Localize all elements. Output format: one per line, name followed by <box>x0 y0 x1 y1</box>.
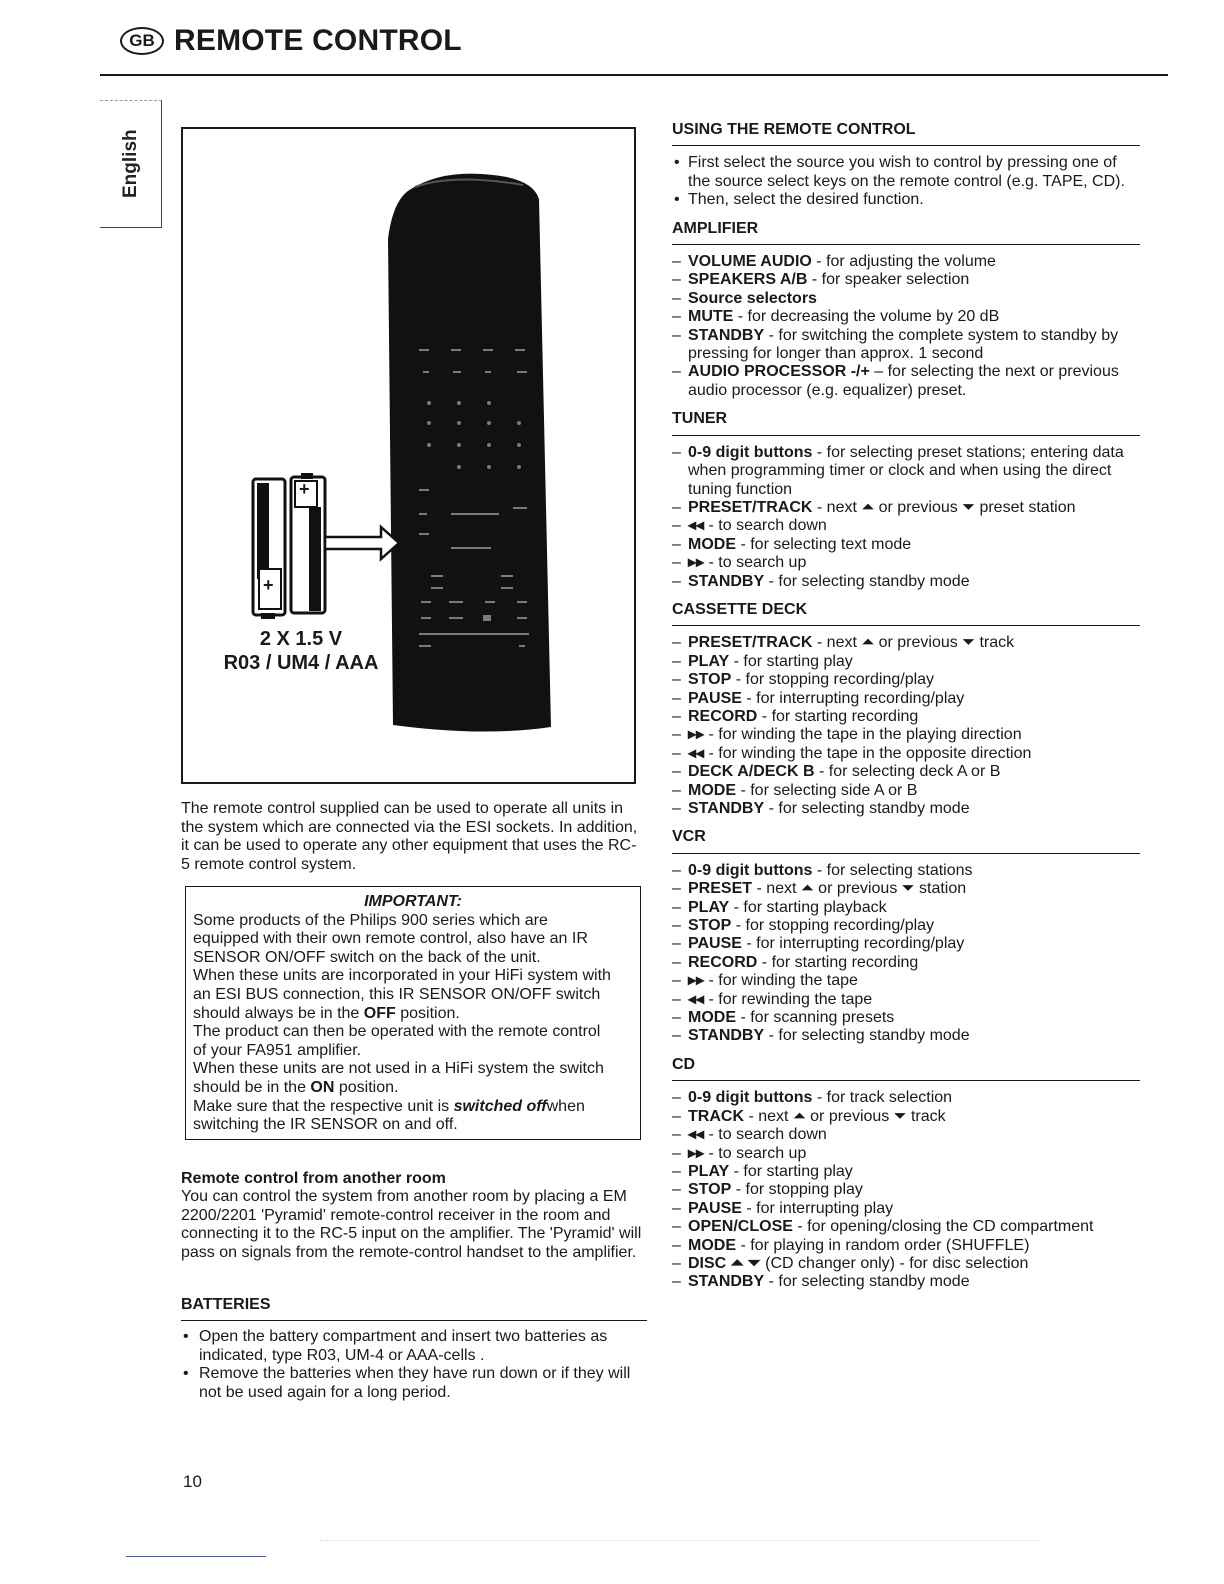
list-item <box>672 726 1140 744</box>
function-description: - for adjusting the volume <box>811 253 996 271</box>
battery-plus-bottom: + <box>263 575 274 595</box>
function-term: STANDBY <box>688 1027 765 1045</box>
insert-arrow <box>325 527 399 559</box>
function-description: - next ⏶ or previous ⏷ station <box>752 880 967 898</box>
function-description: - for stopping recording/play <box>731 917 935 935</box>
function-term: MODE <box>688 1236 736 1254</box>
list-item <box>672 1181 1140 1199</box>
list-item <box>672 991 1140 1009</box>
function-term: MUTE <box>688 308 734 326</box>
function-description: - for interrupting play <box>741 1199 894 1217</box>
list-item <box>672 634 1140 652</box>
function-term: ▸▸ <box>688 972 705 990</box>
section-amplifier <box>672 220 1140 401</box>
function-term: SPEAKERS A/B <box>688 271 808 289</box>
remote-body <box>388 174 551 732</box>
intro-paragraph: The remote control supplied can be used to operate all units in the system which are connected via the ESI sockets. In addition, it can be used to operate any other equipment that uses the RC-5 remote control system. <box>181 800 638 873</box>
function-term: OPEN/CLOSE <box>688 1218 793 1236</box>
list-item <box>672 1237 1140 1255</box>
list-item: • Remove the batteries when they have run down or if they will not be used again for a long period. <box>181 1365 651 1402</box>
list-item <box>672 536 1140 554</box>
section-vcr <box>672 828 1140 1045</box>
section-using <box>672 121 1140 210</box>
list-item <box>672 1218 1140 1236</box>
list-item <box>672 444 1140 499</box>
header-divider <box>100 74 1168 76</box>
section-heading: CASSETTE DECK <box>672 601 1140 626</box>
function-description: (CD changer only) - for disc selection <box>760 1254 1029 1272</box>
language-badge: GB <box>120 27 164 55</box>
important-line: When these units are not used in a HiFi system the switch <box>193 1060 604 1078</box>
list-item <box>672 1126 1140 1144</box>
battery-spec-label <box>221 627 381 675</box>
function-term: PRESET <box>688 880 753 898</box>
section-heading: AMPLIFIER <box>672 220 1140 245</box>
list-item <box>672 1200 1140 1218</box>
function-term: ◂◂ <box>688 744 705 762</box>
amplifier-list <box>672 253 1140 400</box>
section-heading: TUNER <box>672 410 1140 435</box>
function-term: Source selectors <box>688 289 817 307</box>
function-term: PRESET/TRACK <box>688 498 813 516</box>
list-item <box>672 862 1140 880</box>
list-item <box>672 935 1140 953</box>
function-term: PLAY <box>688 652 730 670</box>
list-item <box>672 899 1140 917</box>
function-term: ▸▸ <box>688 726 705 744</box>
function-term: PLAY <box>688 1162 730 1180</box>
important-line: SENSOR ON/OFF switch on the back of the unit. <box>193 948 541 966</box>
page-title: REMOTE CONTROL <box>174 24 462 57</box>
function-term: PRESET/TRACK <box>688 634 813 652</box>
function-term: STANDBY <box>688 326 765 344</box>
function-description: - for winding the tape in the opposite direction <box>704 744 1032 762</box>
function-description: - for selecting text mode <box>736 535 912 553</box>
function-term: STANDBY <box>688 800 765 817</box>
function-term: STOP <box>688 917 732 935</box>
function-description: - for starting play <box>729 1162 853 1180</box>
function-reference <box>672 121 1140 1302</box>
function-description: - to search down <box>704 1126 827 1144</box>
list-item <box>672 363 1140 400</box>
section-cd <box>672 1056 1140 1292</box>
function-description: - for selecting standby mode <box>764 572 970 590</box>
important-line: should always be in the OFF position. <box>193 1004 460 1022</box>
batteries-list <box>181 1328 651 1402</box>
section-heading: CD <box>672 1056 1140 1081</box>
section-cassette <box>672 601 1140 818</box>
function-description: - for selecting stations <box>812 861 973 879</box>
battery-voltage: 2 X 1.5 V <box>259 628 343 650</box>
function-description: - for interrupting recording/play <box>741 689 965 707</box>
list-item <box>672 690 1140 708</box>
list-item <box>672 671 1140 689</box>
function-description: - for starting recording <box>757 953 919 971</box>
batteries-heading: BATTERIES <box>181 1296 647 1321</box>
list-item <box>672 653 1140 671</box>
function-description: - to search up <box>704 554 807 572</box>
function-term: AUDIO PROCESSOR -/+ <box>688 363 870 381</box>
list-item <box>672 253 1140 271</box>
function-description: - next ⏶ or previous ⏷ preset station <box>812 498 1076 516</box>
important-line: an ESI BUS connection, this IR SENSOR ON/OFF switch <box>193 985 601 1003</box>
list-item <box>672 917 1140 935</box>
function-description: - for starting recording <box>757 707 919 725</box>
section-tuner <box>672 410 1140 591</box>
list-item: • First select the source you wish to control by pressing one of the source select keys on the remote control (e.g. TAPE, CD). <box>672 154 1140 191</box>
function-description: - for selecting standby mode <box>764 800 970 817</box>
list-item <box>672 308 1140 326</box>
important-line: When these units are incorporated in your HiFi system with <box>193 967 611 985</box>
function-description: - for rewinding the tape <box>704 990 873 1008</box>
function-term: DISC ⏶ ⏷ <box>688 1254 761 1272</box>
battery-type: R03 / UM4 / AAA <box>223 652 379 674</box>
list-item <box>672 554 1140 572</box>
function-term: STOP <box>688 671 732 689</box>
list-item <box>672 1089 1140 1107</box>
function-term: MODE <box>688 535 736 553</box>
function-term: TRACK <box>688 1107 744 1125</box>
section-heading: USING THE REMOTE CONTROL <box>672 121 1140 146</box>
function-term: MODE <box>688 781 736 799</box>
language-tab-label: English <box>120 129 141 198</box>
list-item <box>672 763 1140 781</box>
cd-list <box>672 1089 1140 1291</box>
function-term: PAUSE <box>688 689 742 707</box>
function-term: RECORD <box>688 707 758 725</box>
function-description: - for selecting standby mode <box>764 1027 970 1045</box>
list-item <box>672 745 1140 763</box>
remote-control-illustration <box>183 129 634 782</box>
function-term: PAUSE <box>688 1199 742 1217</box>
list-item <box>672 1009 1140 1027</box>
list-item <box>672 1108 1140 1126</box>
battery-plus-top: + <box>299 479 310 499</box>
function-term: ▸▸ <box>688 1144 705 1162</box>
function-description: - for starting play <box>729 652 853 670</box>
important-line: equipped with their own remote control, also have an IR <box>193 930 588 948</box>
function-description: - for stopping play <box>731 1181 863 1199</box>
important-line: switching the IR SENSOR on and off. <box>193 1116 458 1134</box>
function-description: - next ⏶ or previous ⏷ track <box>812 634 1015 652</box>
list-item: • Then, select the desired function. <box>672 191 1140 209</box>
list-item <box>672 1145 1140 1163</box>
function-description: – for selecting the next or previous audio processor (e.g. equalizer) preset. <box>688 363 1119 399</box>
important-line: should be in the ON position. <box>193 1078 399 1096</box>
list-item <box>672 800 1140 818</box>
list-item <box>672 573 1140 591</box>
list-item <box>672 517 1140 535</box>
function-term: STOP <box>688 1181 732 1199</box>
function-term: DECK A/DECK B <box>688 763 815 781</box>
function-description: - for selecting standby mode <box>764 1273 970 1291</box>
list-item <box>672 1273 1140 1291</box>
important-line: Some products of the Philips 900 series which are <box>193 911 548 929</box>
function-term: ◂◂ <box>688 1126 705 1144</box>
function-description: - for selecting deck A or B <box>814 763 1001 781</box>
function-description: - for opening/closing the CD compartment <box>792 1218 1094 1236</box>
page-number: 10 <box>183 1472 202 1491</box>
function-description: - to search down <box>704 517 827 535</box>
function-term: PAUSE <box>688 935 742 953</box>
page-header <box>120 24 462 58</box>
list-item <box>672 1027 1140 1045</box>
function-term: 0-9 digit buttons <box>688 1089 813 1107</box>
scan-artifact <box>126 1556 266 1557</box>
function-description: - for selecting preset stations; entering data when programming timer or clock and when using the direct tuning function <box>688 443 1124 498</box>
list-item: • Open the battery compartment and insert two batteries as indicated, type R03, UM-4 or AAA-cells . <box>181 1328 651 1365</box>
function-term: 0-9 digit buttons <box>688 443 813 461</box>
list-item <box>672 271 1140 289</box>
list-item <box>672 1255 1140 1273</box>
list-item <box>672 782 1140 800</box>
function-description: - for winding the tape in the playing direction <box>704 726 1022 744</box>
list-item <box>672 954 1140 972</box>
function-term: ▸▸ <box>688 554 705 572</box>
important-title: IMPORTANT: <box>364 893 462 910</box>
list-item <box>672 708 1140 726</box>
tuner-list <box>672 444 1140 591</box>
list-item <box>672 499 1140 517</box>
function-description: - for decreasing the volume by 20 dB <box>733 308 1000 326</box>
section-heading: VCR <box>672 828 1140 853</box>
function-description: - for interrupting recording/play <box>741 935 965 953</box>
function-term: ◂◂ <box>688 517 705 535</box>
using-list <box>672 154 1140 209</box>
list-item <box>672 290 1140 308</box>
remote-room-body: You can control the system from another room by placing a EM 2200/2201 'Pyramid' remote-control receiver in the room and connecting it to the RC-5 input on the amplifier. The 'Pyramid' will pass on signals from the remote-control handset to the amplifier. <box>181 1188 642 1261</box>
scan-artifact <box>320 1540 1040 1561</box>
cassette-list <box>672 634 1140 818</box>
function-term: VOLUME AUDIO <box>688 253 812 271</box>
function-term: ◂◂ <box>688 990 705 1008</box>
function-term: 0-9 digit buttons <box>688 861 813 879</box>
important-line: Make sure that the respective unit is switched offwhen <box>193 1097 585 1115</box>
list-item <box>672 327 1140 364</box>
remote-control-figure <box>181 127 636 784</box>
function-description: - for selecting side A or B <box>736 781 918 799</box>
battery-illustration <box>253 473 325 619</box>
function-description: - to search up <box>704 1144 807 1162</box>
function-term: STANDBY <box>688 1273 765 1291</box>
important-line: of your FA951 amplifier. <box>193 1041 362 1059</box>
function-description: - next ⏶ or previous ⏷ track <box>744 1107 946 1125</box>
function-term: RECORD <box>688 953 758 971</box>
important-notice <box>185 886 641 1140</box>
remote-room-heading: Remote control from another room <box>181 1170 446 1187</box>
function-term: PLAY <box>688 898 730 916</box>
function-description: - for playing in random order (SHUFFLE) <box>736 1236 1030 1254</box>
function-term: MODE <box>688 1009 736 1027</box>
function-description: - for stopping recording/play <box>731 671 935 689</box>
function-description: - for scanning presets <box>736 1009 895 1027</box>
function-description: - for speaker selection <box>807 271 970 289</box>
list-item <box>672 972 1140 990</box>
function-description: - for starting playback <box>729 898 887 916</box>
function-term: STANDBY <box>688 572 765 590</box>
function-description: - for switching the complete system to standby by pressing for longer than approx. 1 second <box>688 326 1119 363</box>
important-line: The product can then be operated with the remote control <box>193 1023 601 1041</box>
function-description: - for track selection <box>812 1089 953 1107</box>
list-item <box>672 880 1140 898</box>
vcr-list <box>672 862 1140 1046</box>
function-description: - for winding the tape <box>704 972 858 990</box>
list-item <box>672 1163 1140 1181</box>
